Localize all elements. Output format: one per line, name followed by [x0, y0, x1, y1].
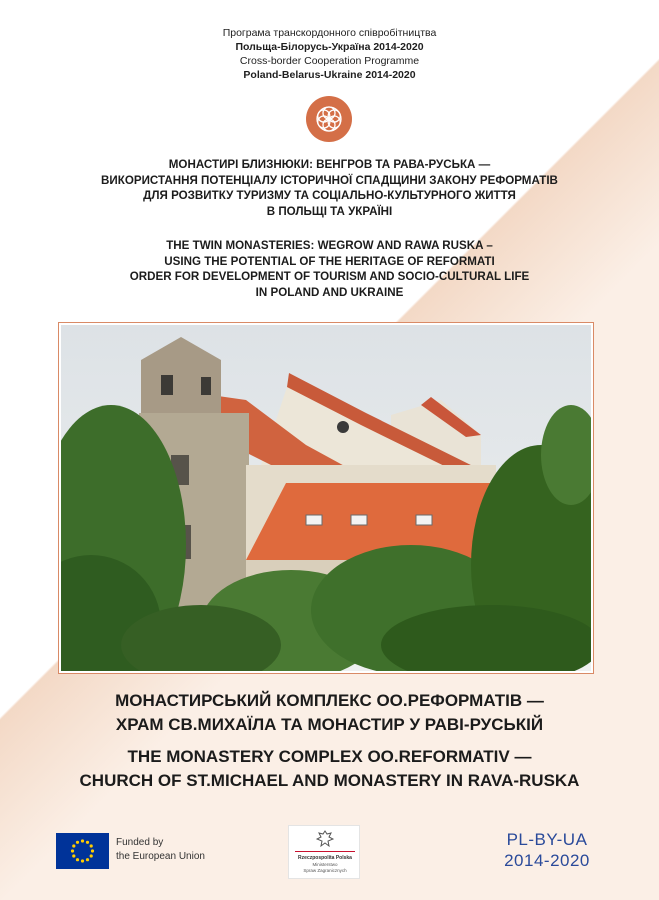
polish-eagle-icon [316, 830, 334, 850]
title-en-line3: ORDER FOR DEVELOPMENT OF TOURISM AND SOCIO-CULTURAL LIFE [129, 270, 530, 283]
subtitle-ua-line2: ХРАМ СВ.МИХАЇЛА ТА МОНАСТИР У РАВІ-РУСЬКІЙ [115, 715, 544, 734]
programme-code: PL-BY-UA [506, 830, 588, 849]
programme-header [0, 26, 659, 82]
flag-rule [295, 851, 355, 852]
subtitle-en-line1: THE MONASTERY COMPLEX OO.REFORMATIV — [127, 747, 532, 766]
pl-line2a: Ministerstwo [312, 862, 338, 867]
subtitle-ukrainian [20, 689, 639, 737]
footer-logos [0, 823, 659, 883]
programme-en-line1: Cross-border Cooperation Programme [239, 55, 420, 67]
programme-logo [492, 829, 602, 871]
pl-line2 [289, 862, 361, 873]
polish-ministry-logo [288, 825, 360, 879]
title-en-line2: USING THE POTENTIAL OF THE HERITAGE OF REFORMATI [164, 254, 495, 268]
monastery-photo [58, 322, 594, 674]
subtitle-ua-line1: МОНАСТИРСЬКИЙ КОМПЛЕКС ОО.РЕФОРМАТІВ — [115, 691, 544, 710]
title-english [40, 238, 619, 300]
title-ua-line2: ВИКОРИСТАННЯ ПОТЕНЦІАЛУ ІСТОРИЧНОЇ СПАДЩИНИ ЗАКОНУ РЕФОРМАТІВ [101, 173, 558, 187]
eu-line2: the European Union [116, 851, 205, 862]
eu-line1: Funded by [116, 837, 164, 848]
title-ua-line3: ДЛЯ РОЗВИТКУ ТУРИЗМУ ТА СОЦІАЛЬНО-КУЛЬТУРНОГО ЖИТТЯ [143, 189, 516, 202]
pl-line2b: Spraw Zagranicznych [303, 867, 347, 873]
eu-flag-icon [56, 833, 109, 869]
title-ua-line4: В ПОЛЬЩІ ТА УКРАЇНІ [266, 204, 393, 218]
title-en-line1: THE TWIN MONASTERIES: WEGROW AND RAWA RUSKA – [166, 239, 493, 252]
programme-ua-line1: Програма транскордонного співробітництва [222, 27, 437, 39]
pl-line1: Rzeczpospolita Polska [298, 855, 352, 861]
programme-years: 2014-2020 [504, 851, 590, 870]
eu-funding-text [116, 836, 205, 864]
title-en-line4: IN POLAND AND UKRAINE [255, 285, 404, 299]
title-ukrainian [40, 157, 619, 219]
subtitle-english [20, 745, 639, 793]
subtitle-en-line2: CHURCH OF ST.MICHAEL AND MONASTERY IN RAVA-RUSKA [79, 771, 580, 790]
programme-ua-line2: Польща-Білорусь-Україна 2014-2020 [235, 41, 424, 53]
title-ua-line1: МОНАСТИРІ БЛИЗНЮКИ: ВЕНГРОВ ТА РАВА-РУСЬКА — [168, 158, 491, 171]
programme-en-line2: Poland-Belarus-Ukraine 2014-2020 [243, 69, 416, 81]
ornament-logo-icon [306, 96, 352, 142]
